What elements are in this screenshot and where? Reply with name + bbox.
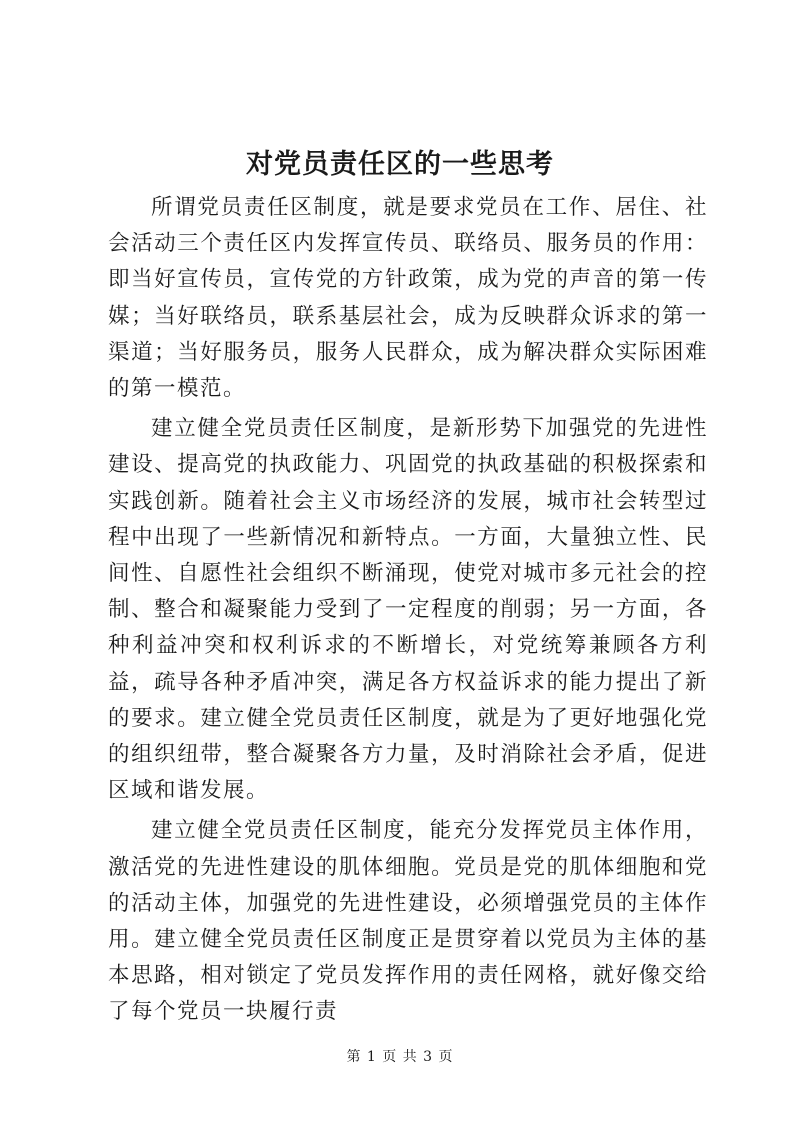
document-body <box>108 190 708 1035</box>
paragraph-1: 所谓党员责任区制度，就是要求党员在工作、居住、社会活动三个责任区内发挥宣传员、联络员、服务员的作用：即当好宣传员，宣传党的方针政策，成为党的声音的第一传媒；当好联络员，联系基层社会，成为反映群众诉求的第一渠道；当好服务员，服务人民群众，成为解决群众实际困难的第一模范。 <box>108 195 708 402</box>
page-footer: 第 1 页 共 3 页 <box>346 1049 454 1065</box>
paragraph-2: 建立健全党员责任区制度，是新形势下加强党的先进性建设、提高党的执政能力、巩固党的执政基础的积极探索和实践创新。随着社会主义市场经济的发展，城市社会转型过程中出现了一些新情况和新特点。一方面，大量独立性、民间性、自愿性社会组织不断涌现，使党对城市多元社会的控制、整合和凝聚能力受到了一定程度的削弱；另一方面，各种利益冲突和权利诉求的不断增长，对党统筹兼顾各方利益，疏导各种矛盾冲突，满足各方权益诉求的能力提出了新的要求。建立健全党员责任区制度，就是为了更好地强化党的组织纽带，整合凝聚各方力量，及时消除社会矛盾，促进区域和谐发展。 <box>108 416 708 804</box>
paragraph-3: 建立健全党员责任区制度，能充分发挥党员主体作用，激活党的先进性建设的肌体细胞。党员是党的肌体细胞和党的活动主体，加强党的先进性建设，必须增强党员的主体作用。建立健全党员责任区制度正是贯穿着以党员为主体的基本思路，相对锁定了党员发挥作用的责任网格，就好像交给了每个党员一块履行责 <box>108 818 708 1025</box>
document-title: 对党员责任区的一些思考 <box>246 149 554 180</box>
